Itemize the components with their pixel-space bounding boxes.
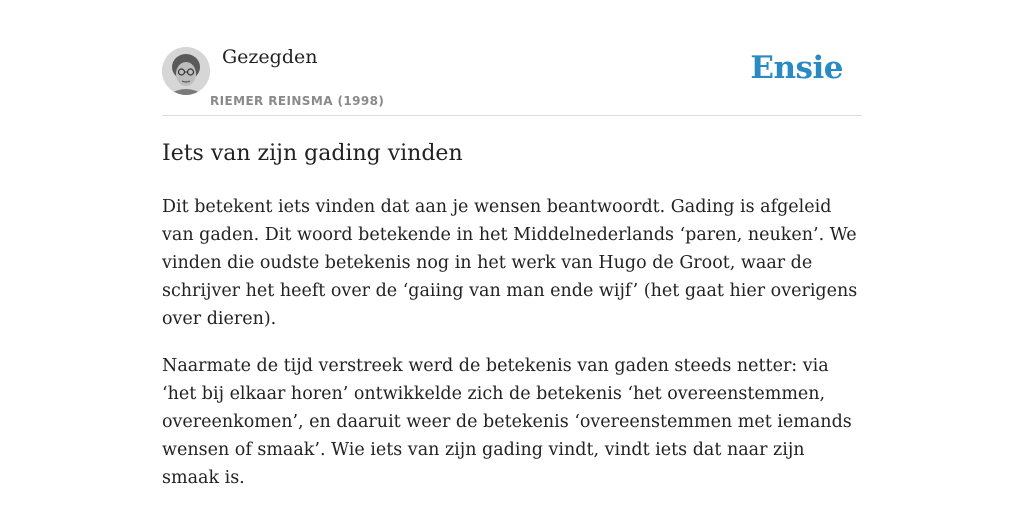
author-avatar[interactable] — [162, 47, 210, 95]
entry-paragraph: Dit betekent iets vinden dat aan je wensen beantwoordt. Gading is afgeleid van gaden. Dit woord betekende in het Middelnederlands ‘paren, neuken’. We vinden die oudste betekenis nog in het werk van Hugo de Groot, waar de schrijver het heeft over de ‘gaiing van man ende wijf’ (het gaat hier overigens over dieren). — [162, 197, 858, 329]
author-portrait-icon — [162, 47, 210, 95]
entry-paragraph: Naarmate de tijd verstreek werd de betekenis van gaden steeds netter: via ‘het bij elkaar horen’ ontwikkelde zich de betekenis ‘het overeenstemmen, overeenkomen’, en daaruit weer de betekenis ‘overeenstemmen met iemands wensen of smaak’. Wie iets van zijn gading vindt, vindt iets dat naar zijn smaak is. — [162, 356, 852, 488]
author-line: RIEMER REINSMA (1998) — [210, 94, 385, 108]
entry-body — [162, 193, 867, 511]
entry-card — [162, 0, 862, 488]
entry-header — [162, 0, 862, 116]
collection-title[interactable]: Gezegden — [222, 46, 318, 68]
entry-title: Iets van zijn gading vinden — [162, 141, 463, 166]
brand-logo[interactable]: Ensie — [750, 50, 843, 86]
